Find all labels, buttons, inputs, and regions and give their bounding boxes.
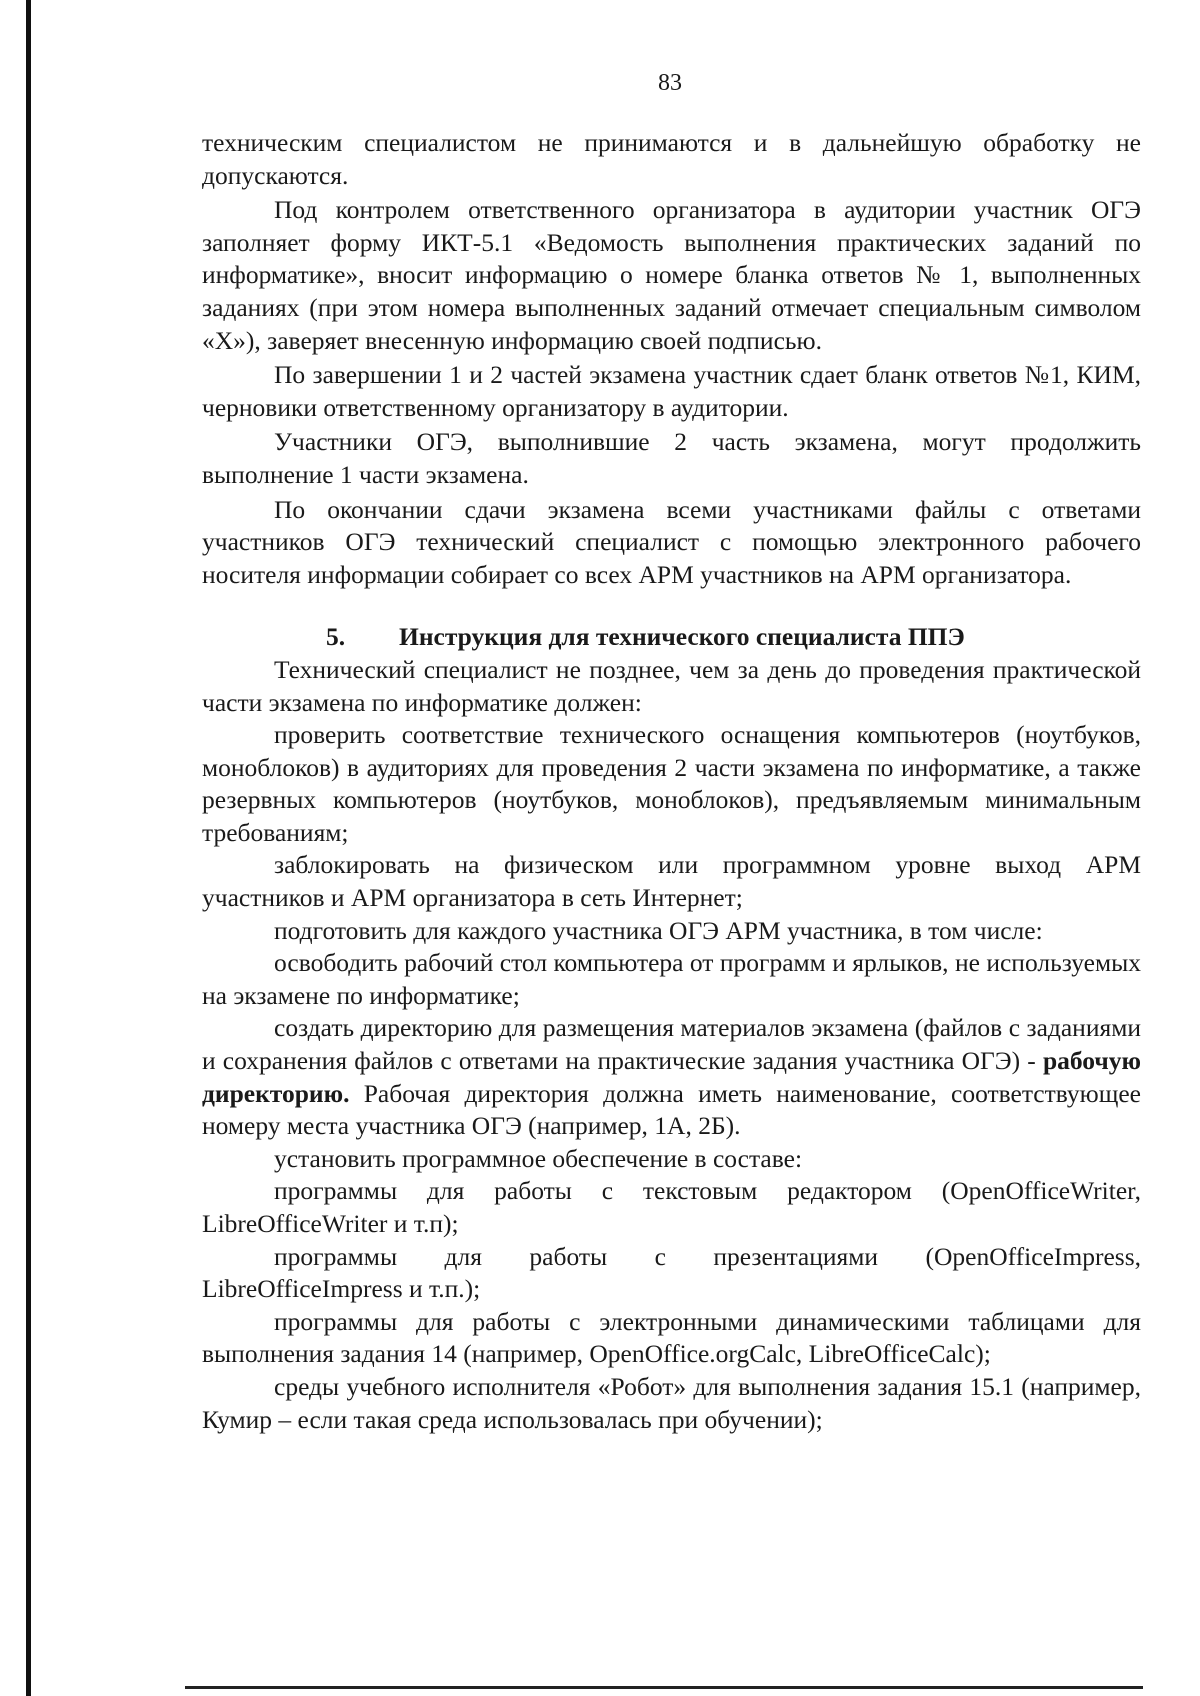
scan-bottom-edge bbox=[185, 1686, 1143, 1689]
directory-naming-text: Рабочая директория должна иметь наименование, соответствующее номеру места участника ОГЭ (например, 1А, 2Б). bbox=[202, 1078, 1141, 1141]
working-directory-term: рабочую директорию. bbox=[202, 1046, 1141, 1108]
paragraph-install-software: установить программное обеспечение в составе: bbox=[274, 1143, 803, 1173]
paragraph-prepare-arm: подготовить для каждого участника ОГЭ АРМ участника, в том числе: bbox=[274, 915, 1043, 945]
page-number: 83 bbox=[658, 70, 682, 96]
paragraph-presentations: программы для работы с презентациями (OpenOfficeImpress, LibreOfficeImpress и т.п.); bbox=[202, 1241, 1141, 1304]
scan-left-edge bbox=[26, 0, 31, 1696]
document-body bbox=[202, 127, 1141, 1436]
paragraph-text-editor: программы для работы с текстовым редактором (OpenOfficeWriter, LibreOfficeWriter и т.п); bbox=[202, 1176, 1141, 1238]
paragraph-robot-environment: среды учебного исполнителя «Робот» для выполнения задания 15.1 (например, Кумир – если такая среда использовалась при обучении); bbox=[202, 1371, 1141, 1434]
paragraph-clear-desktop: освободить рабочий стол компьютера от программ и ярлыков, не используемых на экзамене по информатике; bbox=[202, 948, 1141, 1010]
paragraph-block-internet: заблокировать на физическом или программном уровне выход АРМ участников и АРМ организатора в сеть Интернет; bbox=[202, 850, 1141, 913]
section-number: 5. bbox=[326, 622, 346, 652]
paragraph-tech-specialist-intro: Технический специалист не позднее, чем за день до проведения практической части экзамена по информатике должен: bbox=[202, 654, 1141, 717]
create-directory-text: создать директорию для размещения материалов экзамена (файлов с заданиями и сохранения файлов с ответами на практические задания участника ОГЭ) - bbox=[202, 1013, 1141, 1076]
paragraph-check-hardware: проверить соответствие технического оснащения компьютеров (ноутбуков, моноблоков) в аудиториях для проведения 2 части экзамена по информатике, а также резервных компьютеров (ноутбуков, моноблоков), предъявляемым минимальным требованиям; bbox=[202, 720, 1141, 847]
paragraph-submit-blank: По завершении 1 и 2 частей экзамена участник сдает бланк ответов №1, КИМ, черновики ответственному организатору в аудитории. bbox=[202, 360, 1141, 422]
paragraph-continuation: техническим специалистом не принимаются и в дальнейшую обработку не допускаются. bbox=[202, 128, 1141, 190]
paragraph-create-directory bbox=[202, 1012, 1141, 1142]
section-heading bbox=[202, 621, 1141, 654]
paragraph-continue-part1: Участники ОГЭ, выполнившие 2 часть экзамена, могут продолжить выполнение 1 части экзамена. bbox=[202, 427, 1141, 489]
paragraph-collect-files: По окончании сдачи экзамена всеми участниками файлы с ответами участников ОГЭ технический специалист с помощью электронного рабочего носителя информации собирает со всех АРМ участников на АРМ организатора. bbox=[202, 494, 1141, 589]
paragraph-ikt-form: Под контролем ответственного организатора в аудитории участник ОГЭ заполняет форму ИКТ-5.1 «Ведомость выполнения практических заданий по информатике», вносит информацию о номере бланка ответов № 1, выполненных заданиях (при этом номера выполненных заданий отмечает специальным символом «X»), заверяет внесенную информацию своей подписью. bbox=[202, 195, 1141, 355]
paragraph-spreadsheets: программы для работы с электронными динамическими таблицами для выполнения задания 14 (например, OpenOffice.orgCalc, LibreOfficeCalc); bbox=[202, 1306, 1141, 1369]
section-title: Инструкция для технического специалиста ППЭ bbox=[399, 622, 965, 652]
